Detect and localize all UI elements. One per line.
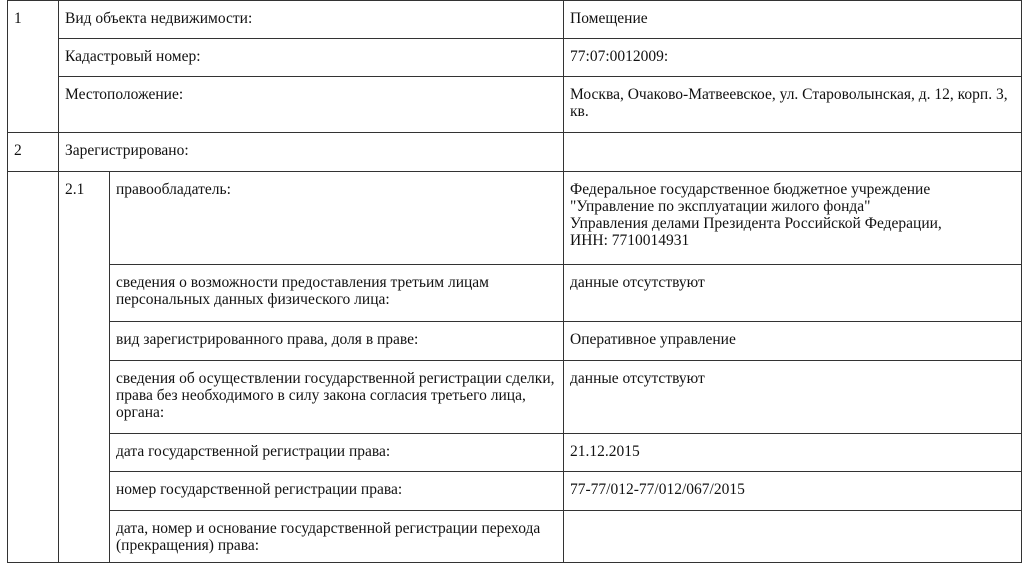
row-label: Местоположение:: [59, 77, 564, 133]
row-value: [564, 133, 1022, 172]
row-label: вид зарегистрированного права, доля в праве:: [110, 322, 564, 361]
table-row: [8, 1, 1022, 39]
table-row: [8, 361, 1022, 434]
row-label: Кадастровый номер:: [59, 39, 564, 77]
row-label: Вид объекта недвижимости:: [59, 1, 564, 39]
row-label: дата государственной регистрации права:: [110, 434, 564, 472]
table-row: [8, 322, 1022, 361]
section-number: 1: [8, 1, 59, 133]
row-label: дата, номер и основание государственной регистрации перехода (прекращения) права:: [110, 511, 564, 563]
indent-cell: [8, 172, 59, 563]
row-label: номер государственной регистрации права:: [110, 472, 564, 511]
row-value: [564, 511, 1022, 563]
value-line: Федеральное государственное бюджетное учреждение: [570, 181, 931, 198]
row-label: сведения об осуществлении государственной регистрации сделки, права без необходимого в силу закона согласия третьего лица, органа:: [110, 361, 564, 434]
row-label: сведения о возможности предоставления третьим лицам персональных данных физического лица:: [110, 265, 564, 322]
subsection-number: 2.1: [59, 172, 110, 563]
value-line: "Управление по эксплуатации жилого фонда": [570, 198, 871, 215]
table-row: [8, 472, 1022, 511]
table-row: [8, 434, 1022, 472]
table-row: [8, 265, 1022, 322]
row-value: 77-77/012-77/012/067/2015: [564, 472, 1022, 511]
property-record-table: [7, 0, 1022, 563]
table-row: [8, 133, 1022, 172]
row-value: 77:07:0012009:: [564, 39, 1022, 77]
section-number: 2: [8, 133, 59, 172]
value-line: Управления делами Президента Российской Федерации,: [570, 215, 942, 232]
row-value: 21.12.2015: [564, 434, 1022, 472]
row-label: Зарегистрировано:: [59, 133, 564, 172]
table-row: [8, 77, 1022, 133]
row-label: правообладатель:: [110, 172, 564, 265]
value-line: ИНН: 7710014931: [570, 232, 690, 249]
table-row: [8, 172, 1022, 265]
row-value: [564, 172, 1022, 265]
row-value: Помещение: [564, 1, 1022, 39]
row-value: Оперативное управление: [564, 322, 1022, 361]
row-value: данные отсутствуют: [564, 265, 1022, 322]
row-value: Москва, Очаково-Матвеевское, ул. Староволынская, д. 12, корп. 3, кв.: [564, 77, 1022, 133]
table-row: [8, 39, 1022, 77]
table-row: [8, 511, 1022, 563]
row-value: данные отсутствуют: [564, 361, 1022, 434]
